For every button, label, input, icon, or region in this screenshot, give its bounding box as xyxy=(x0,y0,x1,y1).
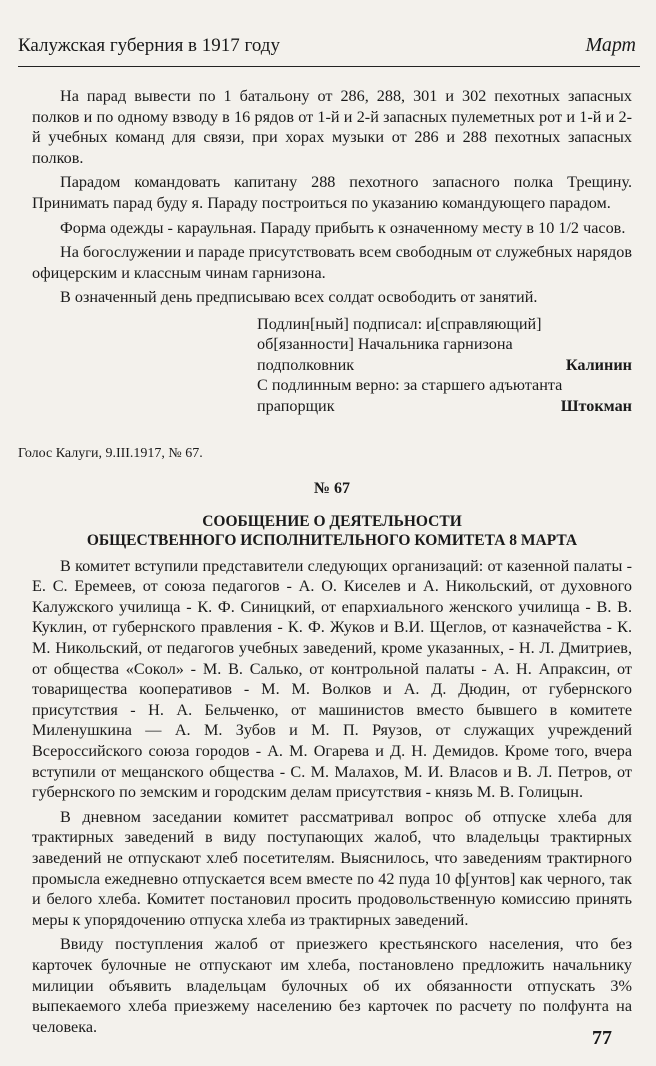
page-number: 77 xyxy=(592,1027,612,1049)
signature-line: об[язанности] Начальника гарнизона xyxy=(257,335,513,354)
paragraph: В комитет вступили представители следующих организаций: от казенной палаты - Е. С. Еремеев, от союза педагогов - А. О. Киселев и А. Никольский, от духовного Калужского училища - К. Ф. Синицкий, от епархиального женского училища - В. В. Куклин, от губернского правления - К. Ф. Жуков и В.И. Щеглов, от казначейства - К. М. Никольский, от педагогов учебных заведений, кроме указанных, - Н. Л. Дмитриев, от общества «Сокол» - М. В. Салько, от контрольной палаты - А. Н. Апраксин, от товарищества кооперативов - М. М. Волков и А. Д. Дюдин, от губернского присутствия - Н. А. Бельченко, от машинистов вместо бывшего в комитете Миленушкина — А. М. Зубов и М. П. Ряузов, от служащих учреждений Всероссийского союза городов - А. М. Огарева и Д. Н. Демидов. Кроме того, вчера вступили от мещанского общества - С. М. Малахов, М. И. Власов и В. Л. Петров, от губернского по земским и городским делам присутствия - князь М. В. Голицын. xyxy=(32,556,632,802)
title-line: ОБЩЕСТВЕННОГО ИСПОЛНИТЕЛЬНОГО КОМИТЕТА 8 МАРТА xyxy=(86,531,578,549)
paragraph: Форма одежды - караульная. Параду прибыть к означенному месту в 10 1/2 часов. xyxy=(60,218,626,237)
signature-row xyxy=(257,396,632,417)
title-line: СООБЩЕНИЕ О ДЕЯТЕЛЬНОСТИ xyxy=(202,512,462,530)
running-title: Калужская губерния в 1917 году xyxy=(18,35,280,56)
paragraph: Ввиду поступления жалоб от приезжего крестьянского населения, что без карточек булочные не отпускают им хлеба, постановлено предложить начальнику милиции объявить владельцам булочных об их обязанности отпускать 3% выпекаемого хлеба приезжему населению без карточек по расчету по полфунта на человека. xyxy=(32,935,632,1036)
document-title xyxy=(32,512,632,550)
paragraph: На богослужении и параде присутствовать всем свободным от служебных нарядов офицерским и классным чинам гарнизона. xyxy=(32,243,632,282)
signature-line: С подлинным верно: за старшего адъютанта xyxy=(257,376,563,395)
signature-rank: подполковник xyxy=(257,355,355,374)
document-number: № 67 xyxy=(313,480,351,498)
signature-block xyxy=(32,314,632,417)
paragraph: На парад вывести по 1 батальону от 286, 288, 301 и 302 пехотных запасных полков и по одному взводу в 16 рядов от 1-й и 2-й запасных пулеметных рот и 1-й и 2-й учебных команд для связи, при хорах музыки от 286 и 288 пехотных запасных полков. xyxy=(32,87,632,167)
signature-name: Калинин xyxy=(565,355,632,374)
paragraph: В означенный день предписываю всех солдат освободить от занятий. xyxy=(60,288,538,307)
signature-rank: прапорщик xyxy=(257,396,335,415)
source-citation: Голос Калуги, 9.III.1917, № 67. xyxy=(18,446,203,462)
signature-name: Штокман xyxy=(560,396,632,415)
signature-row xyxy=(257,355,632,376)
paragraph: Парадом командовать капитану 288 пехотного запасного полка Трещину. Принимать парад буду я. Параду построиться по указанию командующего парадом. xyxy=(32,173,632,212)
running-month: Март xyxy=(585,34,636,56)
document-text xyxy=(32,556,632,1038)
running-header xyxy=(18,34,636,57)
page-body xyxy=(18,86,632,1041)
header-rule xyxy=(18,66,640,67)
signature-line: Подлин[ный] подписал: и[справляющий] xyxy=(257,314,542,333)
paragraph: В дневном заседании комитет рассматривал вопрос об отпуске хлеба для трактирных заведений в виду поступающих жалоб, что владельцы трактирных заведений не отпускают хлеб посетителям. Выяснилось, что заведениям трактирного промысла ежедневно отпускается всем вместе по 42 пуда 10 ф[унтов] как черного, так и белого хлеба. Комитет постановил просить продовольственную комиссию принять меры к упорядочению отпуска хлеба из трактирных заведений. xyxy=(32,807,632,929)
